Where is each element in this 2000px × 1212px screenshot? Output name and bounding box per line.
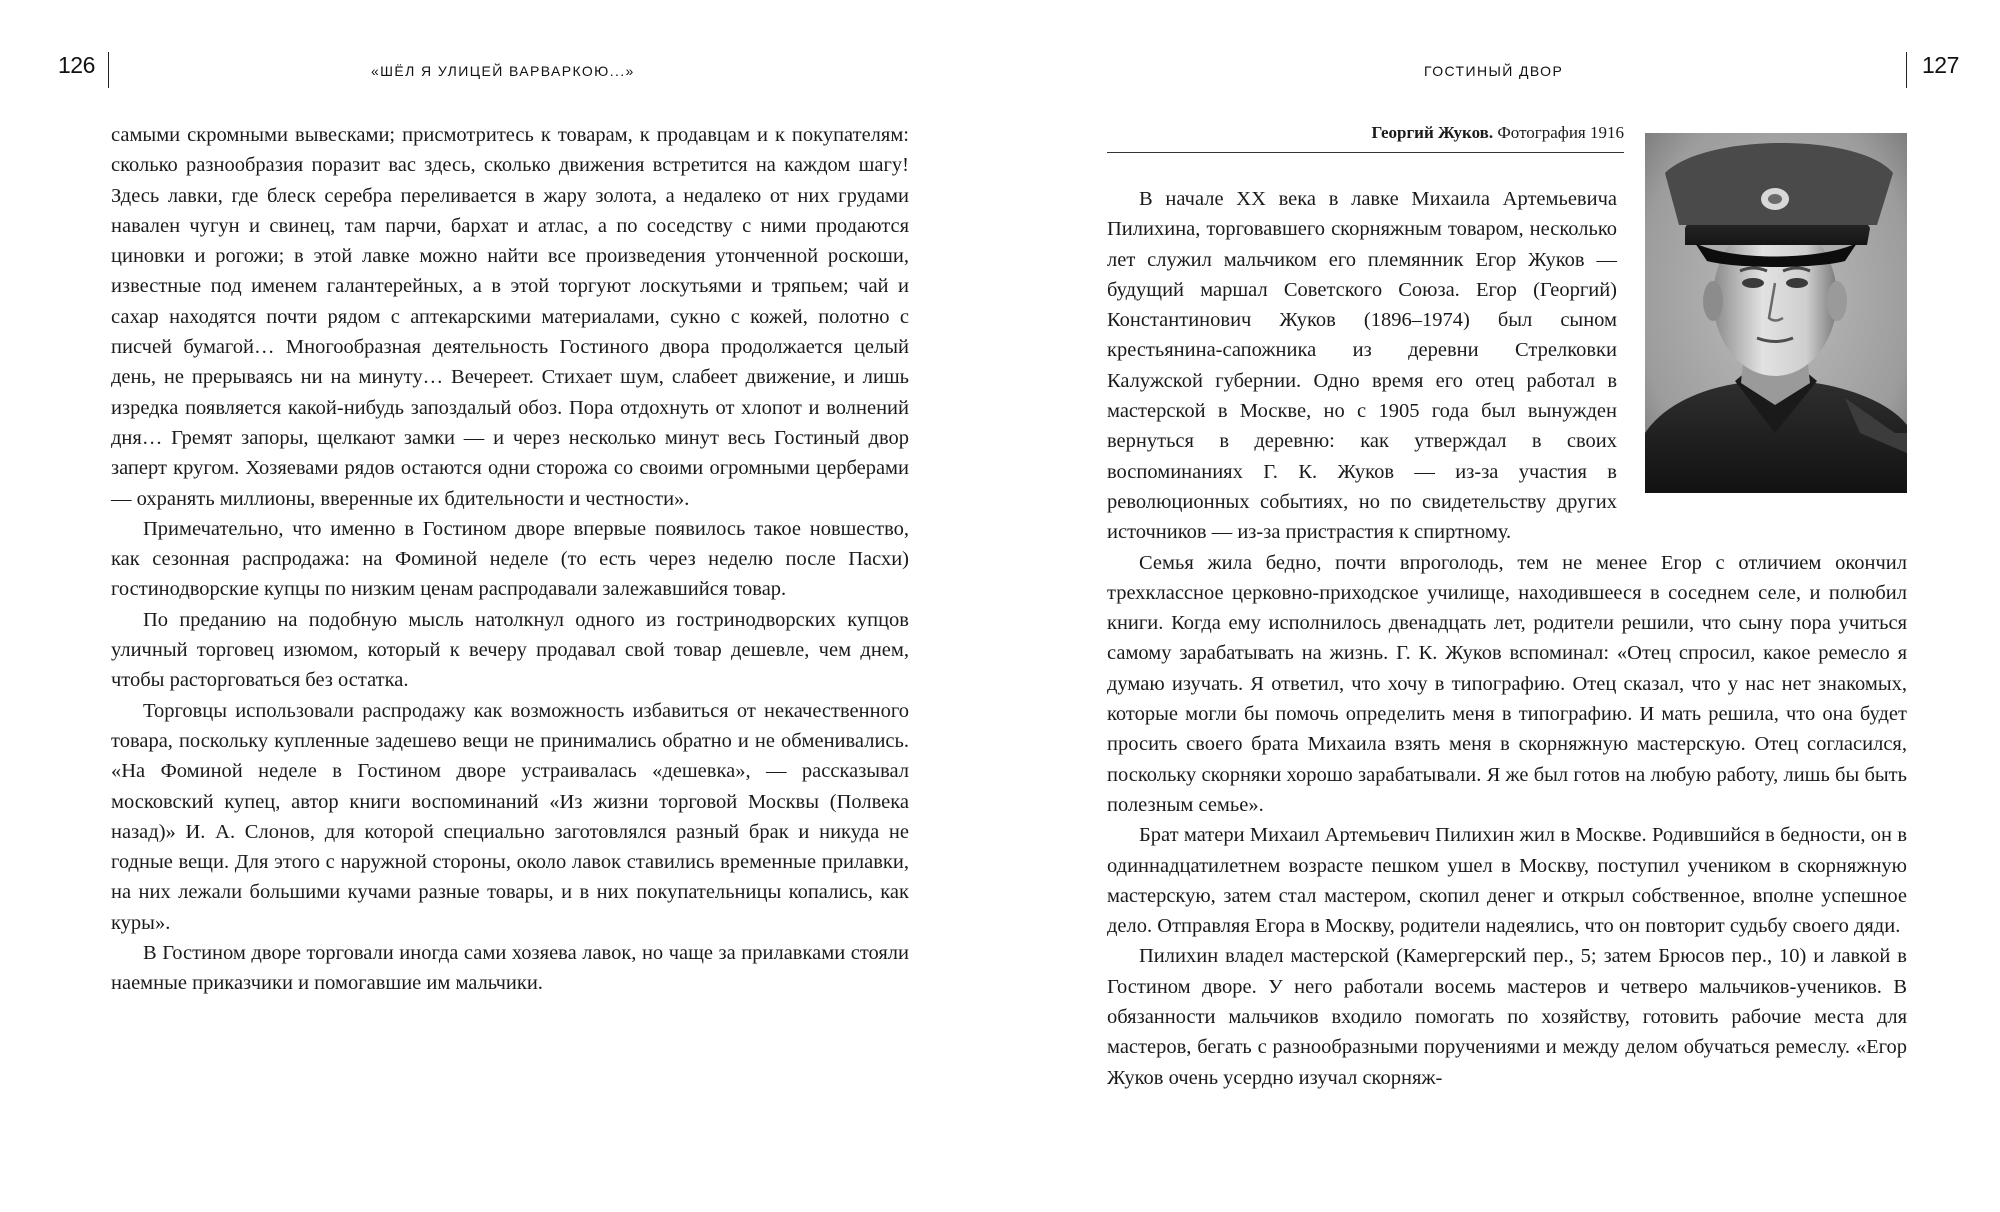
caption-name: Георгий Жуков. (1371, 123, 1494, 142)
photo-wrap-spacer (1617, 184, 1907, 504)
left-body-text (111, 120, 909, 999)
running-head-left: «ШЁЛ Я УЛИЦЕЙ ВАРВАРКОЮ...» (371, 63, 635, 79)
paragraph: Семья жила бедно, почти впроголодь, тем не менее Егор с отличием окончил трехклассное церковно-приходское училище, находившееся в соседнем селе, и полюбил книги. Когда ему исполнилось двенадцать лет, родители решили, что сыну пора учиться самому зарабатывать на жизнь. Г. К. Жуков вспоминал: «Отец спросил, какое ремесло я думаю изучать. Я ответил, что хочу в типографию. Отец сказал, что у нас нет знакомых, которые могли бы помочь определить меня в типографию. И мать решила, что она будет просить своего брата Михаила взять меня в скорняжную мастерскую. Отец согласился, поскольку скорняки хорошо зарабатывали. Я же был готов на любую работу, лишь бы быть полезным семье». (1107, 551, 1907, 816)
paragraph: Брат матери Михаил Артемьевич Пилихин жил в Москве. Родившийся в бедности, он в одиннадцатилетнем возрасте пешком ушел в Москву, поступил учеником в скорняжную мастерскую, затем стал мастером, скопил денег и открыл собственное, вполне успешное дело. Отправляя Егора в Москву, родители надеялись, что он повторит судьбу своего дяди. (1107, 824, 1907, 938)
folio-divider-left (108, 52, 109, 88)
page-number-left: 126 (58, 52, 95, 78)
photo-caption (1260, 123, 1624, 143)
paragraph: По преданию на подобную мысль натолкнул одного из гостринодворских купцов уличный торговец изюмом, который к вечеру продавал свой товар дешевле, чем днем, чтобы расторговаться без остатка. (111, 608, 909, 692)
paragraph: Пилихин владел мастерской (Камергерский пер., 5; затем Брюсов пер., 10) и лавкой в Гостином дворе. У него работали восемь мастеров и четверо мальчиков-учеников. В обязанности мальчиков входило помогать по хозяйству, готовить рабочие места для мастеров, бегать с разнообразными поручениями и между делом обучаться ремеслу. «Егор Жуков очень усердно изучал скорняж- (1107, 945, 1907, 1089)
paragraph: В Гостином дворе торговали иногда сами хозяева лавок, но чаще за прилавками стояли наемные приказчики и помогавшие им мальчики. (111, 942, 909, 995)
folio-divider-right (1906, 52, 1907, 88)
paragraph: самыми скромными вывесками; присмотритесь к товарам, к продавцам и к покупателям: сколько разнообразия поразит вас здесь, сколько движения встретится на каждом шагу! Здесь лавки, где блеск серебра переливается в жару золота, а недалеко от них грудами навален чугун и свинец, там парчи, бархат и атлас, а по соседству с ними продаются циновки и рогожи; в этой лавке можно найти все произведения утонченной роскоши, известные под именем галантерейных, а в этой торгуют лоскутьями и тряпьем; чай и сахар находятся почти рядом с аптекарскими материалами, сукно с кожей, полотно с писчей бумагой… Многообразная деятельность Гостиного двора продолжается целый день, не прерываясь ни на минуту… Вечереет. Стихает шум, слабеет движение, и лишь изредка появляется какой-нибудь запоздалый обоз. Пора отдохнуть от хлопот и волнений дня… Гремят запоры, щелкают замки — и через несколько минут весь Гостиный двор заперт кругом. Хозяевами рядов остаются одни сторожа со своими огромными церберами — охранять миллионы, вверенные их бдительности и честности». (111, 124, 909, 510)
page-number-right: 127 (1922, 52, 1959, 78)
paragraph: В начале XX века в лавке Михаила Артемьевича Пилихина, торговавшего скорняжным товаром, несколько лет служил мальчиком его племянник Егор Жуков — будущий маршал Советского Союза. Егор (Георгий) Константинович Жуков (1896–1974) был сыном крестьянина-сапожника из деревни Стрелковки Калужской губернии. Одно время его отец работал в мастерской в Москве, но с 1905 года был вынужден вернуться в деревню: как утверждал в своих воспоминаниях Г. К. Жуков — из-за участия в революционных событиях, но по свидетельству других источников — из-за пристрастия к спиртному. (1107, 188, 1617, 544)
paragraph: Примечательно, что именно в Гостином дворе впервые появилось такое новшество, как сезонная распродажа: на Фоминой неделе (то есть через неделю после Пасхи) гостинодворские купцы по низким ценам распродавали залежавшийся товар. (111, 517, 909, 601)
caption-rule (1107, 152, 1624, 153)
paragraph: Торговцы использовали распродажу как возможность избавиться от некачественного товара, поскольку купленные задешево вещи не принимались обратно и не обменивались. «На Фоминой неделе в Гостином дворе устраивалась «дешевка», — рассказывал московский купец, автор книги воспоминаний «Из жизни торговой Москвы (Полвека назад)» И. А. Слонов, для которой специально заготовлялся разный брак и никуда не годные вещи. Для этого с наружной стороны, около лавок ставились временные прилавки, на них лежали большими кучами разные товары, и в них покупательницы копались, как куры». (111, 699, 909, 934)
running-head-right: ГОСТИНЫЙ ДВОР (1424, 63, 1564, 79)
caption-text: Фотография 1916 (1493, 123, 1624, 142)
right-body-text (1107, 184, 1907, 1093)
right-page (1000, 0, 2000, 1212)
